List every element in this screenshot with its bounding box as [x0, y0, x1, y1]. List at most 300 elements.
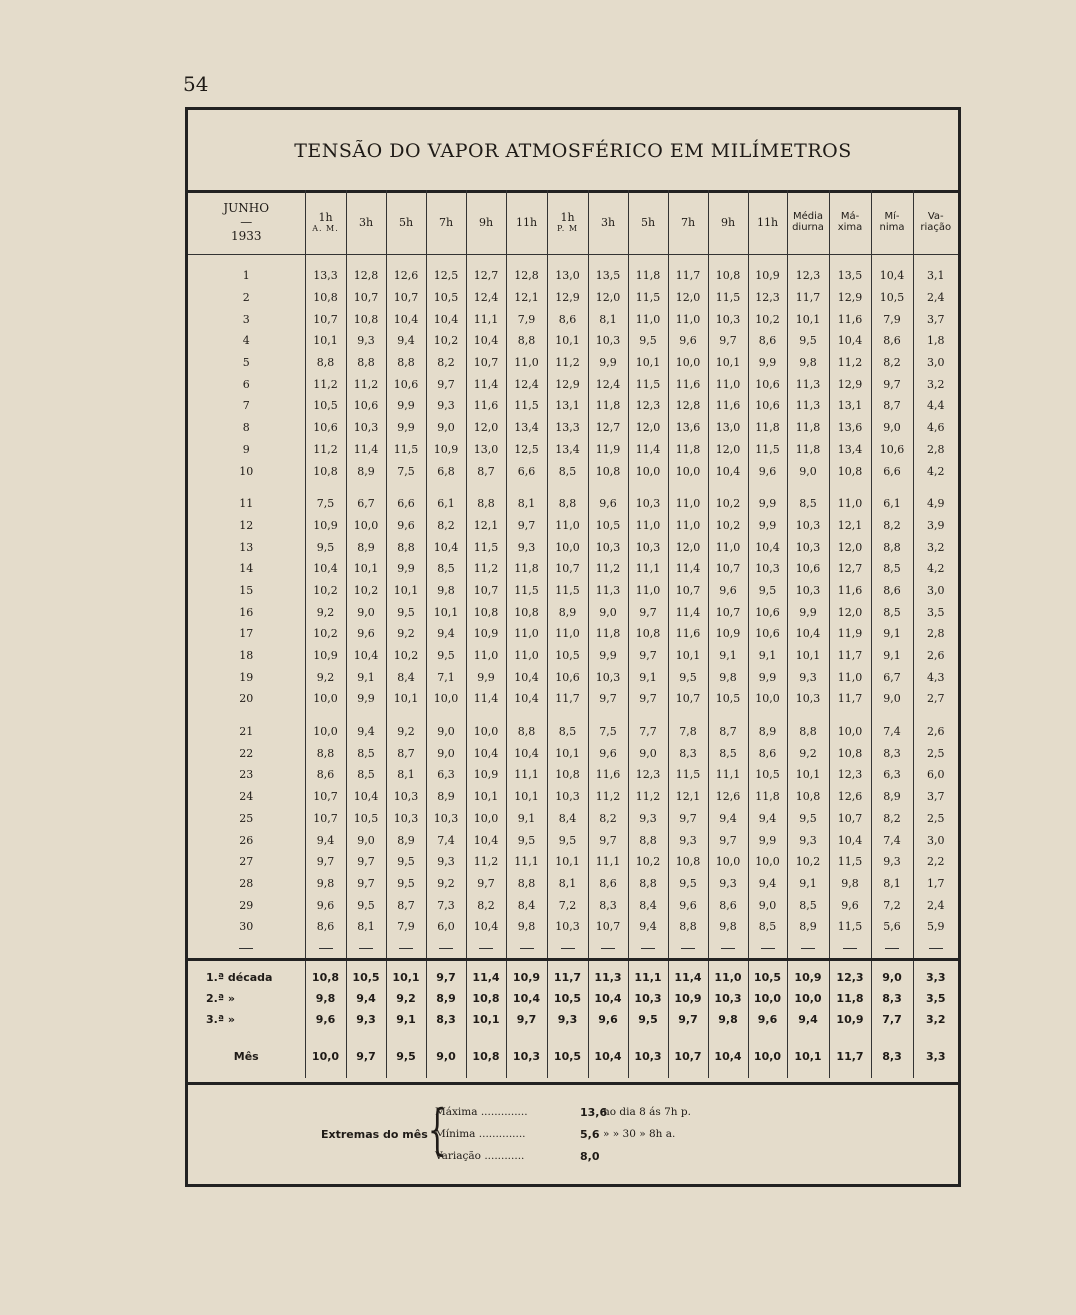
value-cell: 11,2	[628, 786, 668, 808]
value-cell: 10,8	[668, 851, 708, 873]
value-cell: 8,6	[547, 308, 588, 330]
value-cell: 10,4	[829, 829, 871, 851]
value-cell: 8,5	[426, 558, 466, 580]
value-cell: 10,8	[829, 460, 871, 482]
value-cell: 11,8	[588, 395, 628, 417]
value-cell: 8,2	[426, 515, 466, 537]
value-cell: 8,3	[588, 894, 628, 916]
summary-value: 9,0	[871, 959, 913, 988]
value-cell: 11,1	[506, 851, 547, 873]
value-cell: 8,8	[628, 829, 668, 851]
value-cell: 10,8	[547, 764, 588, 786]
summary-value: 7,7	[871, 1009, 913, 1030]
header-minima	[871, 190, 913, 255]
month-value: 3,3	[913, 1044, 958, 1070]
value-cell: 9,7	[708, 829, 748, 851]
value-cell: 10,1	[386, 580, 426, 602]
value-cell: 10,3	[346, 417, 386, 439]
value-cell: 10,4	[426, 536, 466, 558]
header-hour-10	[668, 190, 708, 255]
summary-value: 10,9	[668, 988, 708, 1009]
summary-value: 9,1	[386, 1009, 426, 1030]
value-cell: 9,0	[748, 894, 787, 916]
value-cell: 9,0	[871, 417, 913, 439]
value-cell: 9,9	[748, 829, 787, 851]
summary-value: 10,9	[506, 959, 547, 988]
value-cell: 10,5	[588, 515, 628, 537]
value-cell: 10,7	[466, 580, 506, 602]
value-cell: 9,3	[787, 666, 829, 688]
value-cell: 11,5	[628, 373, 668, 395]
value-cell: 10,1	[466, 786, 506, 808]
value-cell: 9,8	[305, 873, 346, 895]
value-cell: 10,7	[829, 808, 871, 830]
value-cell: 8,8	[506, 873, 547, 895]
page-title: TENSÃO DO VAPOR ATMOSFÉRICO EM MILÍMETROS	[294, 140, 852, 162]
value-cell: 10,3	[386, 786, 426, 808]
summary-value: 11,3	[588, 959, 628, 988]
value-cell: 9,2	[386, 623, 426, 645]
header-hour-6	[506, 190, 547, 255]
value-cell: 11,9	[829, 623, 871, 645]
value-cell: 9,9	[386, 558, 426, 580]
value-cell: 3,1	[913, 265, 958, 287]
summary-value: 9,6	[748, 1009, 787, 1030]
value-cell: 13,6	[829, 417, 871, 439]
value-cell: 10,4	[466, 916, 506, 938]
value-cell: 11,6	[466, 395, 506, 417]
header-variacao	[913, 190, 958, 255]
value-cell: 10,2	[748, 308, 787, 330]
value-cell: 10,3	[708, 308, 748, 330]
value-cell: 9,8	[506, 916, 547, 938]
value-cell: 8,6	[871, 330, 913, 352]
header-hour-5	[466, 190, 506, 255]
value-cell: 11,0	[708, 373, 748, 395]
value-cell: 11,7	[547, 688, 588, 710]
header-hour-1	[305, 190, 346, 255]
value-cell: 9,9	[588, 352, 628, 374]
value-cell: 8,4	[547, 808, 588, 830]
value-cell: 10,1	[426, 601, 466, 623]
header-month: JUNHO	[223, 201, 270, 215]
header-hour-label: 3h	[600, 215, 616, 229]
summary-row	[188, 988, 958, 1009]
value-cell: 12,4	[506, 373, 547, 395]
value-cell: 9,2	[305, 601, 346, 623]
value-cell: 8,5	[787, 894, 829, 916]
value-cell: 8,7	[386, 894, 426, 916]
header-hour-label: 11h	[515, 215, 538, 229]
value-cell: 11,5	[668, 764, 708, 786]
value-cell: 12,3	[748, 287, 787, 309]
value-cell: 9,0	[588, 601, 628, 623]
value-cell: 8,4	[628, 894, 668, 916]
value-cell: 10,8	[708, 265, 748, 287]
value-cell: 11,6	[588, 764, 628, 786]
value-cell: 9,9	[466, 666, 506, 688]
value-cell: 10,8	[305, 287, 346, 309]
value-cell: 7,1	[426, 666, 466, 688]
summary-label: 2.ª »	[206, 991, 235, 1005]
value-cell: 12,6	[386, 265, 426, 287]
value-cell: 2,2	[913, 851, 958, 873]
value-cell: 11,5	[466, 536, 506, 558]
value-cell: 12,4	[588, 373, 628, 395]
value-cell: 12,9	[547, 373, 588, 395]
value-cell: 11,1	[708, 764, 748, 786]
table-row	[188, 330, 958, 352]
header-variacao-line: riação	[920, 222, 952, 233]
day-cell: 5	[242, 356, 250, 370]
value-cell: 9,0	[426, 742, 466, 764]
value-cell: 10,3	[588, 536, 628, 558]
value-cell: 8,4	[506, 894, 547, 916]
value-cell: 9,0	[628, 742, 668, 764]
value-cell: 9,7	[628, 688, 668, 710]
table-row	[188, 352, 958, 374]
summary-value: 9,3	[346, 1009, 386, 1030]
value-cell: 10,0	[346, 515, 386, 537]
extremas-minima-value: 5,6	[580, 1128, 600, 1141]
value-cell: 12,4	[466, 287, 506, 309]
table-row	[188, 308, 958, 330]
value-cell: 10,9	[466, 764, 506, 786]
value-cell: 10,3	[426, 808, 466, 830]
value-cell: 12,1	[668, 786, 708, 808]
value-cell: 12,0	[588, 287, 628, 309]
value-cell: 10,3	[588, 666, 628, 688]
value-cell: 6,8	[426, 460, 466, 482]
value-cell: 11,3	[787, 395, 829, 417]
table-row	[188, 764, 958, 786]
value-cell: 10,0	[426, 688, 466, 710]
value-cell: 11,0	[668, 515, 708, 537]
value-cell: 9,4	[346, 721, 386, 743]
value-cell: 9,8	[708, 666, 748, 688]
value-cell: 10,6	[386, 373, 426, 395]
value-cell: 9,3	[628, 808, 668, 830]
table-row	[188, 829, 958, 851]
value-cell: 8,9	[547, 601, 588, 623]
spacer-row	[188, 482, 958, 493]
header-hour-3	[386, 190, 426, 255]
value-cell: 4,2	[913, 460, 958, 482]
value-cell: 10,3	[588, 330, 628, 352]
value-cell: 13,0	[466, 439, 506, 461]
value-cell: 3,2	[913, 536, 958, 558]
value-cell: 11,4	[346, 439, 386, 461]
dash-mark	[843, 948, 857, 949]
value-cell: 11,0	[829, 493, 871, 515]
value-cell: 10,2	[426, 330, 466, 352]
value-cell: 8,7	[386, 742, 426, 764]
value-cell: 6,3	[871, 764, 913, 786]
day-cell: 21	[239, 725, 254, 739]
value-cell: 10,4	[506, 666, 547, 688]
value-cell: 8,3	[871, 742, 913, 764]
value-cell: 10,8	[628, 623, 668, 645]
value-cell: 12,9	[829, 373, 871, 395]
value-cell: 1,8	[913, 330, 958, 352]
value-cell: 9,3	[787, 829, 829, 851]
value-cell: 8,5	[547, 721, 588, 743]
table-body	[188, 255, 958, 1078]
value-cell: 9,8	[787, 352, 829, 374]
value-cell: 11,8	[588, 623, 628, 645]
value-cell: 8,4	[386, 666, 426, 688]
value-cell: 11,3	[787, 373, 829, 395]
value-cell: 10,5	[871, 287, 913, 309]
value-cell: 6,0	[913, 764, 958, 786]
value-cell: 8,1	[346, 916, 386, 938]
value-cell: 10,2	[305, 623, 346, 645]
day-cell: 7	[242, 399, 250, 413]
value-cell: 11,0	[829, 666, 871, 688]
month-row	[188, 1044, 958, 1070]
value-cell: 8,9	[346, 536, 386, 558]
value-cell: 3,0	[913, 352, 958, 374]
value-cell: 9,2	[426, 873, 466, 895]
value-cell: 2,7	[913, 688, 958, 710]
value-cell: 10,7	[466, 352, 506, 374]
value-cell: 10,7	[547, 558, 588, 580]
day-cell: 18	[239, 649, 254, 663]
extremas-maxima-name: Máxima ..............	[435, 1106, 528, 1118]
value-cell: 11,8	[668, 439, 708, 461]
value-cell: 12,1	[829, 515, 871, 537]
value-cell: 12,7	[466, 265, 506, 287]
dash-mark	[439, 948, 453, 949]
value-cell: 3,9	[913, 515, 958, 537]
value-cell: 8,9	[748, 721, 787, 743]
value-cell: 10,6	[748, 373, 787, 395]
value-cell: 10,2	[386, 645, 426, 667]
value-cell: 10,9	[426, 439, 466, 461]
value-cell: 10,7	[346, 287, 386, 309]
value-cell: 2,4	[913, 894, 958, 916]
table-row	[188, 721, 958, 743]
value-cell: 6,1	[871, 493, 913, 515]
value-cell: 12,6	[829, 786, 871, 808]
value-cell: 8,6	[748, 330, 787, 352]
summary-value: 10,0	[748, 988, 787, 1009]
header-hour-7	[547, 190, 588, 255]
summary-value: 9,7	[506, 1009, 547, 1030]
table-row	[188, 265, 958, 287]
header-hour-11	[708, 190, 748, 255]
day-cell: 22	[239, 746, 254, 760]
value-cell: 10,7	[305, 808, 346, 830]
value-cell: 10,1	[787, 645, 829, 667]
value-cell: 9,5	[426, 645, 466, 667]
value-cell: 9,7	[346, 873, 386, 895]
value-cell: 12,3	[829, 764, 871, 786]
value-cell: 9,0	[346, 601, 386, 623]
value-cell: 10,3	[787, 515, 829, 537]
header-minima-line: Mí-	[884, 211, 900, 222]
value-cell: 11,5	[506, 580, 547, 602]
table-row	[188, 373, 958, 395]
value-cell: 10,4	[871, 265, 913, 287]
value-cell: 8,6	[305, 916, 346, 938]
value-cell: 11,6	[668, 623, 708, 645]
summary-value: 10,4	[588, 988, 628, 1009]
summary-value: 8,9	[426, 988, 466, 1009]
value-cell: 10,1	[787, 308, 829, 330]
value-cell: 10,3	[547, 916, 588, 938]
value-cell: 11,7	[787, 287, 829, 309]
value-cell: 10,1	[386, 688, 426, 710]
day-cell: 29	[239, 898, 254, 912]
value-cell: 11,5	[547, 580, 588, 602]
value-cell: 9,1	[871, 623, 913, 645]
table-row	[188, 395, 958, 417]
value-cell: 8,7	[708, 721, 748, 743]
value-cell: 10,5	[426, 287, 466, 309]
value-cell: 5,9	[913, 916, 958, 938]
month-value: 10,3	[506, 1044, 547, 1070]
value-cell: 9,8	[426, 580, 466, 602]
summary-value: 9,4	[787, 1009, 829, 1030]
summary-value: 9,4	[346, 988, 386, 1009]
value-cell: 10,1	[708, 352, 748, 374]
spacer-row	[188, 1030, 958, 1044]
value-cell: 9,3	[426, 395, 466, 417]
summary-value: 10,5	[547, 988, 588, 1009]
value-cell: 8,5	[871, 558, 913, 580]
day-cell: 25	[239, 811, 254, 825]
table-row	[188, 287, 958, 309]
summary-value: 3,3	[913, 959, 958, 988]
extremas-label: Extremas do mês	[321, 1128, 428, 1141]
value-cell: 9,7	[346, 851, 386, 873]
value-cell: 11,2	[305, 373, 346, 395]
value-cell: 7,4	[426, 829, 466, 851]
value-cell: 10,1	[506, 786, 547, 808]
value-cell: 10,3	[628, 536, 668, 558]
value-cell: 10,1	[547, 742, 588, 764]
value-cell: 10,0	[748, 688, 787, 710]
value-cell: 8,7	[466, 460, 506, 482]
summary-value: 11,0	[708, 959, 748, 988]
value-cell: 9,7	[588, 829, 628, 851]
value-cell: 9,4	[748, 873, 787, 895]
header-hour-label: 7h	[438, 215, 454, 229]
value-cell: 3,0	[913, 829, 958, 851]
value-cell: 8,8	[386, 536, 426, 558]
value-cell: 8,8	[466, 493, 506, 515]
value-cell: 10,4	[748, 536, 787, 558]
dash-mark	[721, 948, 735, 949]
value-cell: 10,2	[628, 851, 668, 873]
header-hour-label: 5h	[398, 215, 414, 229]
summary-value: 9,5	[628, 1009, 668, 1030]
value-cell: 10,2	[346, 580, 386, 602]
value-cell: 11,5	[386, 439, 426, 461]
value-cell: 12,5	[506, 439, 547, 461]
header-media-line: diurna	[792, 222, 824, 233]
header-hour-label: 11h	[756, 215, 779, 229]
value-cell: 7,9	[386, 916, 426, 938]
summary-value: 10,5	[346, 959, 386, 988]
value-cell: 10,3	[748, 558, 787, 580]
value-cell: 11,7	[829, 688, 871, 710]
value-cell: 10,6	[305, 417, 346, 439]
value-cell: 10,7	[668, 688, 708, 710]
value-cell: 8,2	[588, 808, 628, 830]
dash-mark	[681, 948, 695, 949]
value-cell: 10,0	[668, 352, 708, 374]
value-cell: 8,9	[346, 460, 386, 482]
value-cell: 10,5	[346, 808, 386, 830]
value-cell: 10,4	[305, 558, 346, 580]
value-cell: 11,0	[466, 645, 506, 667]
value-cell: 7,5	[305, 493, 346, 515]
value-cell: 11,6	[708, 395, 748, 417]
month-value: 10,4	[588, 1044, 628, 1070]
header-hour-label: 1h	[318, 211, 333, 224]
month-label: Mês	[233, 1050, 259, 1064]
header-hour-8	[588, 190, 628, 255]
day-cell: 4	[242, 334, 250, 348]
value-cell: 9,0	[787, 460, 829, 482]
value-cell: 10,6	[748, 601, 787, 623]
value-cell: 3,2	[913, 373, 958, 395]
header-hour-sub: A. M.	[312, 224, 339, 233]
value-cell: 8,1	[506, 493, 547, 515]
value-cell: 8,2	[466, 894, 506, 916]
value-cell: 8,2	[871, 352, 913, 374]
summary-value: 9,8	[305, 988, 346, 1009]
header-row	[188, 190, 958, 255]
value-cell: 10,2	[708, 515, 748, 537]
value-cell: 9,9	[588, 645, 628, 667]
spacer-row	[188, 710, 958, 721]
dash-mark	[761, 948, 775, 949]
value-cell: 10,3	[787, 688, 829, 710]
dash-mark	[520, 948, 534, 949]
extremas-maxima-value: 13,6	[580, 1106, 608, 1119]
value-cell: 10,1	[547, 330, 588, 352]
value-cell: 9,5	[386, 601, 426, 623]
value-cell: 8,5	[787, 493, 829, 515]
value-cell: 10,3	[547, 786, 588, 808]
table-row	[188, 417, 958, 439]
value-cell: 3,5	[913, 601, 958, 623]
value-cell: 11,6	[829, 308, 871, 330]
dash-mark	[399, 948, 413, 949]
value-cell: 11,7	[668, 265, 708, 287]
value-cell: 10,1	[628, 352, 668, 374]
value-cell: 12,9	[829, 287, 871, 309]
value-cell: 8,5	[346, 742, 386, 764]
value-cell: 10,8	[787, 786, 829, 808]
day-cell: 13	[239, 540, 254, 554]
month-value: 8,3	[871, 1044, 913, 1070]
value-cell: 12,8	[506, 265, 547, 287]
summary-value: 10,3	[708, 988, 748, 1009]
table-frame	[185, 107, 961, 1187]
value-cell: 7,3	[426, 894, 466, 916]
value-cell: 13,3	[305, 265, 346, 287]
dash-mark	[929, 948, 943, 949]
value-cell: 8,8	[506, 721, 547, 743]
value-cell: 8,6	[588, 873, 628, 895]
value-cell: 12,8	[668, 395, 708, 417]
summary-value: 10,9	[829, 1009, 871, 1030]
value-cell: 11,0	[506, 645, 547, 667]
